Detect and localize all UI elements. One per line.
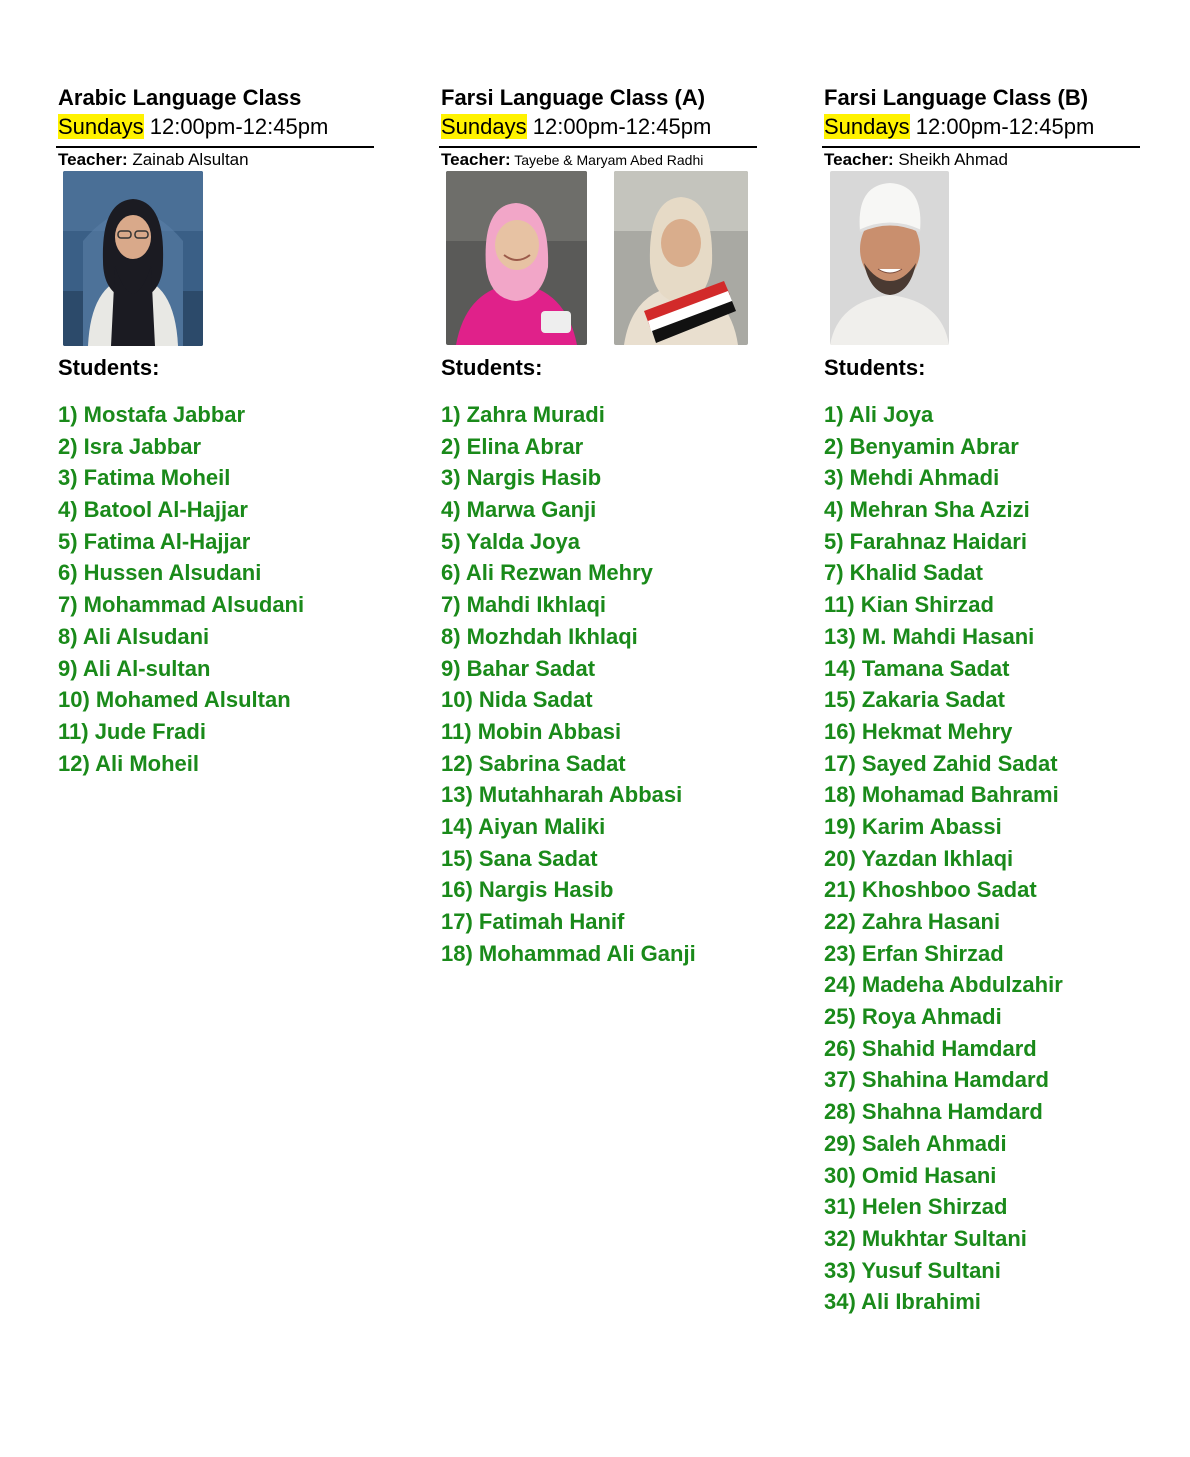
student-list	[824, 399, 1138, 1318]
list-item: 1) Zahra Muradi	[441, 402, 605, 427]
list-item: 31) Helen Shirzad	[824, 1194, 1008, 1220]
list-item: 18) Mohammad Ali Ganji	[441, 940, 696, 966]
list-item: 9) Ali Al-sultan	[58, 655, 211, 681]
class-column-farsi-b	[824, 84, 1138, 1318]
list-item: 17) Sayed Zahid Sadat	[824, 750, 1058, 776]
list-item: 5) Farahnaz Haidari	[824, 528, 1027, 554]
list-item: 5) Yalda Joya	[441, 528, 581, 554]
class-time: 12:00pm-12:45pm	[909, 114, 1095, 139]
list-item: 16) Nargis Hasib	[441, 877, 614, 903]
list-item: 3) Fatima Moheil	[58, 465, 231, 491]
list-item: 4) Mehran Sha Azizi	[824, 497, 1030, 523]
class-time: 12:00pm-12:45pm	[143, 114, 329, 139]
list-item: 18) Mohamad Bahrami	[824, 782, 1059, 808]
teacher-photos	[441, 171, 755, 349]
students-label: Students:	[58, 355, 160, 380]
divider	[56, 146, 374, 148]
class-column-farsi-a	[441, 84, 755, 969]
day-highlight: Sundays	[824, 114, 910, 139]
list-item: 12) Ali Moheil	[58, 750, 199, 776]
list-item: 14) Tamana Sadat	[824, 655, 1010, 681]
class-column-arabic	[58, 84, 372, 779]
list-item: 6) Hussen Alsudani	[58, 560, 262, 586]
list-item: 3) Nargis Hasib	[441, 465, 602, 491]
list-item: 10) Nida Sadat	[441, 687, 593, 713]
class-time: 12:00pm-12:45pm	[526, 114, 712, 139]
teacher-name: Tayebe & Maryam Abed Radhi	[510, 152, 704, 168]
list-item: 15) Zakaria Sadat	[824, 687, 1005, 713]
list-item: 37) Shahina Hamdard	[824, 1067, 1049, 1093]
list-item: 1) Ali Joya	[824, 402, 934, 427]
teacher-photo	[614, 171, 748, 345]
list-item: 28) Shahna Hamdard	[824, 1099, 1043, 1125]
list-item: 11) Mobin Abbasi	[441, 718, 622, 744]
list-item: 12) Sabrina Sadat	[441, 750, 626, 776]
list-item: 3) Mehdi Ahmadi	[824, 465, 1000, 491]
list-item: 24) Madeha Abdulzahir	[824, 972, 1063, 998]
list-item: 13) M. Mahdi Hasani	[824, 623, 1035, 649]
list-item: 17) Fatimah Hanif	[441, 909, 625, 934]
list-item: 11) Jude Fradi	[58, 718, 206, 744]
divider	[439, 146, 757, 148]
list-item: 22) Zahra Hasani	[824, 909, 1001, 934]
list-item: 9) Bahar Sadat	[441, 655, 596, 681]
list-item: 25) Roya Ahmadi	[824, 1004, 1002, 1030]
student-list	[58, 399, 372, 779]
teacher-line	[441, 149, 755, 171]
list-item: 1) Mostafa Jabbar	[58, 402, 246, 427]
list-item: 8) Ali Alsudani	[58, 623, 210, 649]
list-item: 29) Saleh Ahmadi	[824, 1130, 1007, 1156]
list-item: 11) Kian Shirzad	[824, 592, 994, 618]
class-title: Farsi Language Class (A)	[441, 85, 706, 110]
list-item: 32) Mukhtar Sultani	[824, 1225, 1027, 1251]
class-title: Arabic Language Class	[58, 85, 302, 110]
teacher-line	[824, 149, 1138, 171]
list-item: 4) Marwa Ganji	[441, 497, 597, 523]
list-item: 7) Khalid Sadat	[824, 560, 983, 586]
list-item: 2) Elina Abrar	[441, 433, 584, 459]
list-item: 34) Ali Ibrahimi	[824, 1289, 981, 1315]
day-highlight: Sundays	[58, 114, 144, 139]
list-item: 2) Benyamin Abrar	[824, 433, 1019, 459]
list-item: 6) Ali Rezwan Mehry	[441, 560, 653, 586]
student-list	[441, 399, 755, 969]
list-item: 4) Batool Al-Hajjar	[58, 497, 248, 523]
list-item: 7) Mohammad Alsudani	[58, 592, 305, 618]
students-label: Students:	[441, 355, 543, 380]
teacher-photos	[58, 171, 372, 349]
divider	[822, 146, 1140, 148]
class-schedule	[58, 112, 372, 142]
list-item: 15) Sana Sadat	[441, 845, 598, 871]
class-title: Farsi Language Class (B)	[824, 85, 1089, 110]
teacher-name: Zainab Alsultan	[127, 150, 249, 169]
teacher-photo	[830, 171, 949, 345]
list-item: 7) Mahdi Ikhlaqi	[441, 592, 607, 618]
list-item: 13) Mutahharah Abbasi	[441, 782, 683, 808]
list-item: 2) Isra Jabbar	[58, 433, 202, 459]
class-schedule	[441, 112, 755, 142]
teacher-photos	[824, 171, 1138, 349]
list-item: 14) Aiyan Maliki	[441, 813, 606, 839]
teacher-label: Teacher:	[824, 150, 894, 169]
teacher-name: Sheikh Ahmad	[893, 150, 1008, 169]
students-label: Students:	[824, 355, 926, 380]
list-item: 10) Mohamed Alsultan	[58, 687, 291, 713]
list-item: 30) Omid Hasani	[824, 1162, 997, 1188]
list-item: 23) Erfan Shirzad	[824, 940, 1004, 966]
list-item: 20) Yazdan Ikhlaqi	[824, 845, 1014, 871]
class-schedule	[824, 112, 1138, 142]
teacher-photo	[446, 171, 587, 345]
list-item: 26) Shahid Hamdard	[824, 1035, 1037, 1061]
day-highlight: Sundays	[441, 114, 527, 139]
teacher-label: Teacher:	[58, 150, 128, 169]
teacher-label: Teacher:	[441, 150, 511, 169]
list-item: 8) Mozhdah Ikhlaqi	[441, 623, 638, 649]
list-item: 16) Hekmat Mehry	[824, 718, 1013, 744]
teacher-photo	[63, 171, 203, 346]
list-item: 19) Karim Abassi	[824, 813, 1002, 839]
list-item: 21) Khoshboo Sadat	[824, 877, 1037, 903]
list-item: 5) Fatima Al-Hajjar	[58, 528, 251, 554]
list-item: 33) Yusuf Sultani	[824, 1257, 1001, 1283]
teacher-line	[58, 149, 372, 171]
